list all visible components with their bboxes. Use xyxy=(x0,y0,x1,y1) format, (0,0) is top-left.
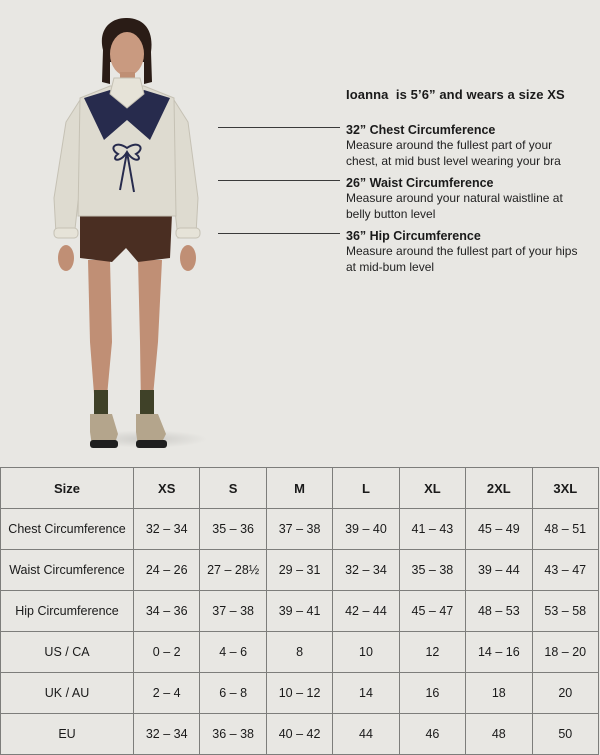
model-left-leg xyxy=(88,260,112,407)
table-cell: 8 xyxy=(266,632,332,673)
table-cell: 16 xyxy=(399,673,465,714)
model-right-sock xyxy=(140,390,154,414)
hip-measurement-title: 36” Hip Circumference xyxy=(346,229,481,243)
table-row xyxy=(1,550,599,591)
model-right-cuff xyxy=(176,228,200,238)
header-cell: XL xyxy=(399,468,465,509)
model-shorts xyxy=(80,214,172,262)
header-cell: M xyxy=(266,468,332,509)
table-cell: 18 xyxy=(466,673,532,714)
row-label-cell: Waist Circumference xyxy=(1,550,134,591)
table-cell: 2 – 4 xyxy=(134,673,200,714)
table-cell: 14 – 16 xyxy=(466,632,532,673)
table-cell: 34 – 36 xyxy=(134,591,200,632)
table-cell: 12 xyxy=(399,632,465,673)
table-cell: 6 – 8 xyxy=(200,673,266,714)
size-chart-table xyxy=(0,467,599,755)
model-face xyxy=(110,32,144,76)
table-cell: 50 xyxy=(532,714,598,755)
waist-measurement-title: 26” Waist Circumference xyxy=(346,176,494,190)
table-cell: 10 – 12 xyxy=(266,673,332,714)
model-right-hand xyxy=(180,245,196,271)
table-cell: 48 – 53 xyxy=(466,591,532,632)
table-cell: 39 – 41 xyxy=(266,591,332,632)
table-cell: 29 – 31 xyxy=(266,550,332,591)
table-cell: 45 – 47 xyxy=(399,591,465,632)
table-cell: 18 – 20 xyxy=(532,632,598,673)
row-label-cell: Chest Circumference xyxy=(1,509,134,550)
model-left-hand xyxy=(58,245,74,271)
row-label-cell: UK / AU xyxy=(1,673,134,714)
table-cell: 45 – 49 xyxy=(466,509,532,550)
waist-guide-line xyxy=(218,180,340,181)
table-cell: 46 xyxy=(399,714,465,755)
table-cell: 20 xyxy=(532,673,598,714)
chest-measurement-desc-line1: Measure around the fullest part of your xyxy=(346,138,553,152)
header-cell: L xyxy=(333,468,399,509)
table-row xyxy=(1,509,599,550)
table-cell: 27 – 28½ xyxy=(200,550,266,591)
waist-measurement xyxy=(346,176,596,222)
table-row xyxy=(1,673,599,714)
model-right-sole xyxy=(136,440,167,448)
waist-measurement-desc-line2: belly button level xyxy=(346,206,436,221)
table-cell: 24 – 26 xyxy=(134,550,200,591)
header-cell: 2XL xyxy=(466,468,532,509)
model-figure xyxy=(40,12,220,460)
table-cell: 32 – 34 xyxy=(134,714,200,755)
header-cell: XS xyxy=(134,468,200,509)
table-cell: 37 – 38 xyxy=(266,509,332,550)
table-cell: 4 – 6 xyxy=(200,632,266,673)
chest-measurement-title: 32” Chest Circumference xyxy=(346,123,496,137)
table-cell: 53 – 58 xyxy=(532,591,598,632)
table-cell: 44 xyxy=(333,714,399,755)
table-cell: 37 – 38 xyxy=(200,591,266,632)
header-cell: 3XL xyxy=(532,468,598,509)
table-cell: 48 – 51 xyxy=(532,509,598,550)
table-row xyxy=(1,591,599,632)
table-cell: 10 xyxy=(333,632,399,673)
row-label-cell: EU xyxy=(1,714,134,755)
row-label-cell: US / CA xyxy=(1,632,134,673)
table-row xyxy=(1,714,599,755)
chest-guide-line xyxy=(218,127,340,128)
model-left-sock xyxy=(94,390,108,414)
table-cell: 35 – 38 xyxy=(399,550,465,591)
table-cell: 40 – 42 xyxy=(266,714,332,755)
row-label-cell: Hip Circumference xyxy=(1,591,134,632)
model-left-cuff xyxy=(54,228,78,238)
hip-measurement xyxy=(346,229,596,275)
waist-measurement-desc-line1: Measure around your natural waistline at xyxy=(346,191,563,205)
table-cell: 39 – 44 xyxy=(466,550,532,591)
table-row xyxy=(1,632,599,673)
table-cell: 48 xyxy=(466,714,532,755)
table-cell: 39 – 40 xyxy=(333,509,399,550)
table-cell: 35 – 36 xyxy=(200,509,266,550)
header-cell: S xyxy=(200,468,266,509)
model-left-sole xyxy=(90,440,118,448)
hip-measurement-desc-line1: Measure around the fullest part of your hips xyxy=(346,244,578,258)
chest-measurement xyxy=(346,123,596,169)
header-cell: Size xyxy=(1,468,134,509)
table-cell: 32 – 34 xyxy=(134,509,200,550)
hip-measurement-desc-line2: at mid-bum level xyxy=(346,259,435,274)
model-right-leg xyxy=(138,260,162,407)
table-cell: 32 – 34 xyxy=(333,550,399,591)
table-cell: 36 – 38 xyxy=(200,714,266,755)
table-cell: 14 xyxy=(333,673,399,714)
model-caption: Ioanna is 5’6” and wears a size XS xyxy=(346,87,565,102)
table-cell: 42 – 44 xyxy=(333,591,399,632)
table-cell: 41 – 43 xyxy=(399,509,465,550)
chest-measurement-desc-line2: chest, at mid bust level wearing your bra xyxy=(346,153,561,168)
table-cell: 43 – 47 xyxy=(532,550,598,591)
hip-guide-line xyxy=(218,233,340,234)
size-header-row xyxy=(1,468,599,509)
table-cell: 0 – 2 xyxy=(134,632,200,673)
